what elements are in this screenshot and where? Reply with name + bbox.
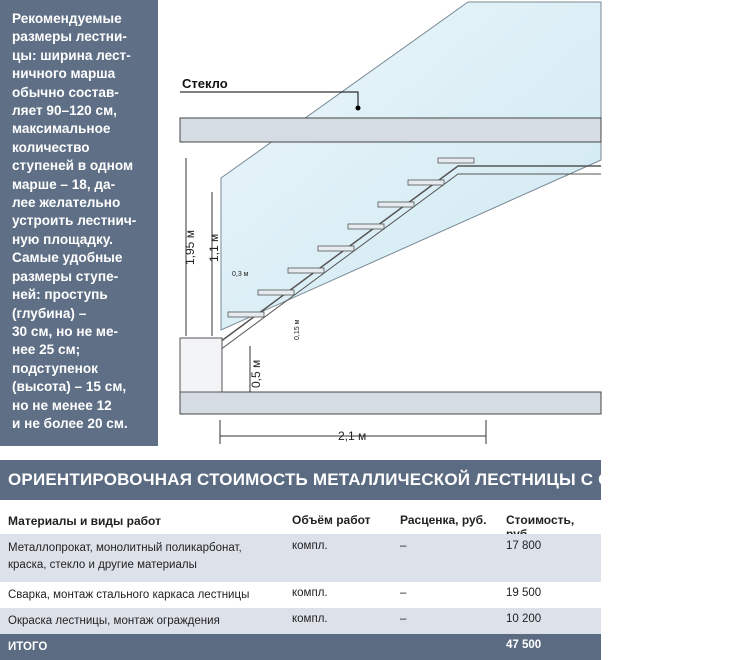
dim-lower-label: 0,5 м <box>249 359 263 388</box>
table-total-row <box>0 634 601 660</box>
dim-total-height-label: 1,95 м <box>183 230 197 265</box>
sidebar-line: размеры ступе- <box>12 268 119 284</box>
recommendations-text <box>12 10 152 433</box>
sidebar-line: но не менее 12 <box>12 397 112 413</box>
total-value: 47 500 <box>506 639 542 651</box>
header-rate: Расценка, руб. <box>400 513 487 527</box>
sidebar-line: количество <box>12 139 90 155</box>
sidebar-line: обычно состав- <box>12 84 119 100</box>
header-volume: Объём работ <box>292 513 371 527</box>
sidebar-line: максимальное <box>12 121 111 137</box>
cost-table-title: ОРИЕНТИРОВОЧНАЯ СТОИМОСТЬ МЕТАЛЛИЧЕСКОЙ ЛЕСТНИЦЫ С ОГРАЖДЕНИЕМ <box>0 460 601 500</box>
sidebar-line: (глубина) – <box>12 305 87 321</box>
sidebar-line: 30 см, но не ме- <box>12 323 119 339</box>
info-sidebar <box>0 0 158 446</box>
table-row <box>0 582 601 608</box>
lower-post <box>180 338 222 392</box>
sidebar-line: ную площадку. <box>12 231 113 247</box>
staircase-diagram <box>158 0 601 446</box>
sidebar-line: подступенок <box>12 360 98 376</box>
stair-step <box>258 290 294 295</box>
table-header-row <box>0 504 601 534</box>
sidebar-line: ляет 90–120 см, <box>12 103 117 119</box>
dim-tread-label: 0,3 м <box>232 271 249 278</box>
sidebar-line: (высота) – 15 см, <box>12 379 127 395</box>
stair-step <box>408 180 444 185</box>
upper-floor-slab <box>180 118 601 142</box>
sidebar-line: Самые удобные <box>12 250 123 266</box>
table-row <box>0 534 601 582</box>
stair-step <box>348 224 384 229</box>
sidebar-line: лее желательно <box>12 195 121 211</box>
sidebar-line: ничного марша <box>12 66 116 82</box>
total-label: ИТОГО <box>8 641 48 653</box>
sidebar-line: размеры лестни- <box>12 29 127 45</box>
table-row <box>0 608 601 634</box>
lower-floor-slab <box>180 392 601 414</box>
stair-step <box>228 312 264 317</box>
header-materials: Материалы и виды работ <box>8 514 161 528</box>
sidebar-line: ступеней в одном <box>12 158 134 174</box>
stair-step <box>288 268 324 273</box>
row1-cost: 17 800 <box>506 540 542 552</box>
stair-step <box>318 246 354 251</box>
row2-cost: 19 500 <box>506 587 542 599</box>
sidebar-line: Рекомендуемые <box>12 11 122 26</box>
sidebar-line: устроить лестнич- <box>12 213 137 229</box>
stair-step <box>438 158 474 163</box>
row1-volume: компл. <box>292 540 328 552</box>
row2-rate: – <box>400 587 407 599</box>
row3-cost: 10 200 <box>506 613 542 625</box>
dim-riser-label: 0,15 м <box>294 319 301 340</box>
sidebar-line: нее 25 см; <box>12 342 81 358</box>
row1-name-line2: краска, стекло и другие материалы <box>8 559 197 571</box>
row3-volume: компл. <box>292 613 328 625</box>
row3-rate: – <box>400 613 407 625</box>
row2-name: Сварка, монтаж стального каркаса лестницы <box>8 589 250 601</box>
row1-rate: – <box>400 540 407 552</box>
glass-label: Стекло <box>182 76 228 91</box>
sidebar-line: марше – 18, да- <box>12 176 116 192</box>
dim-width-label: 2,1 м <box>338 429 367 443</box>
row1-name-line1: Металлопрокат, монолитный поликарбонат, <box>8 542 242 554</box>
sidebar-line: и не более 20 см. <box>12 415 128 431</box>
stair-step <box>378 202 414 207</box>
row3-name: Окраска лестницы, монтаж ограждения <box>8 615 220 627</box>
sidebar-line: цы: ширина лест- <box>12 47 131 63</box>
header-cost: Стоимость, <box>506 513 575 527</box>
dim-rail-height-label: 1,1 м <box>207 233 221 262</box>
row2-volume: компл. <box>292 587 328 599</box>
sidebar-line: ней: проступь <box>12 287 108 303</box>
glass-pointer-dot <box>356 106 361 111</box>
